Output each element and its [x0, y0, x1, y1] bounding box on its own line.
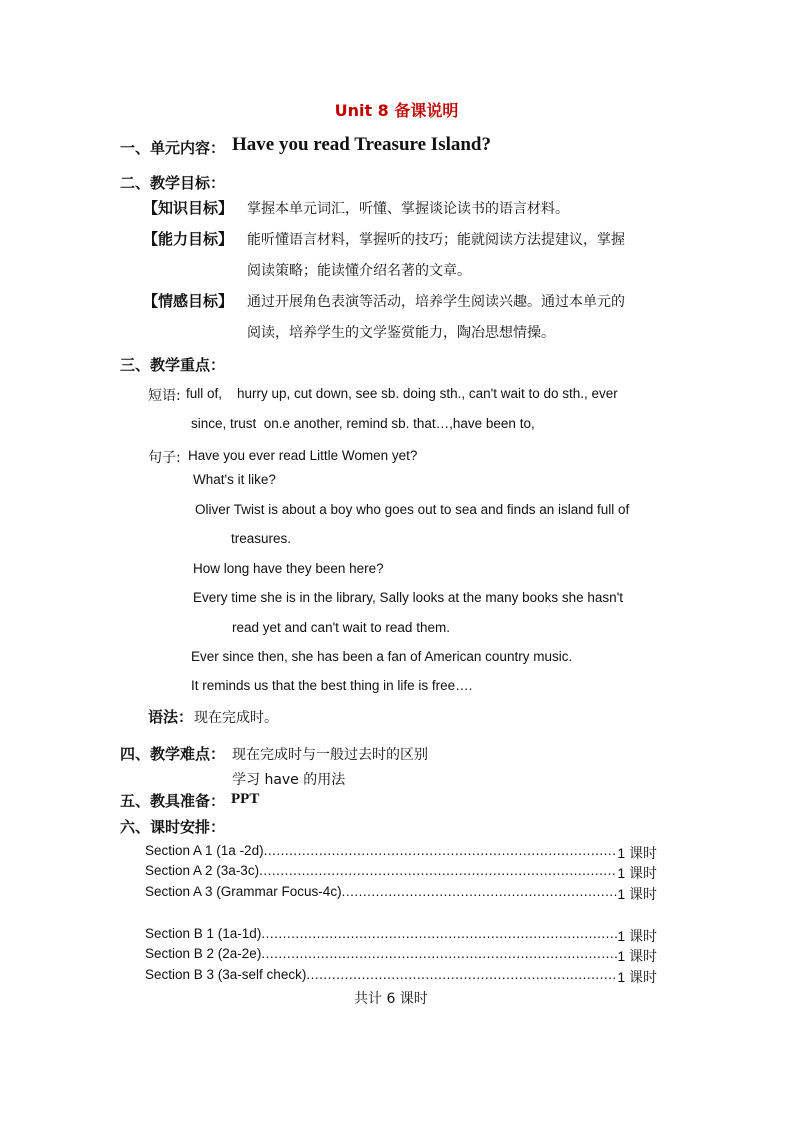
ability-goal-line2: 阅读策略；能读懂介绍名著的文章。	[247, 263, 471, 279]
knowledge-goal-text: 掌握本单元词汇，听懂、掌握谈论读书的语言材料。	[247, 201, 569, 217]
schedule-row	[145, 884, 657, 904]
schedule-row	[145, 843, 657, 863]
ability-goal-line1: 能听懂语言材料，掌握听的技巧；能就阅读方法提建议，掌握	[247, 232, 625, 248]
schedule-section-name: Section B 1 (1a-1d)	[145, 926, 262, 941]
sentence-item: It reminds us that the best thing in life is free….	[191, 678, 473, 693]
materials-label: 五、教具准备：	[120, 792, 226, 810]
knowledge-goal-tag: 【知识目标】	[143, 199, 234, 217]
sentence-item: read yet and can't wait to read them.	[232, 620, 450, 635]
grammar-text: 现在完成时。	[194, 710, 278, 726]
difficulties-label: 四、教学难点：	[120, 745, 226, 763]
emotion-goal-line2: 阅读，培养学生的文学鉴赏能力，陶冶思想情操。	[247, 325, 555, 341]
dot-leader	[342, 884, 618, 904]
schedule-section-name: Section A 2 (3a-3c)	[145, 863, 260, 878]
materials-value: PPT	[231, 791, 260, 807]
schedule-section-name: Section A 3 (Grammar Focus-4c)	[145, 884, 342, 899]
schedule-hours: 1 课时	[617, 969, 657, 985]
schedule-hours: 1 课时	[617, 886, 657, 902]
schedule-section-name: Section B 2 (2a-2e)	[145, 946, 262, 961]
schedule-section-name: Section A 1 (1a -2d)	[145, 843, 264, 858]
dot-leader	[261, 946, 617, 966]
emotion-goal-tag: 【情感目标】	[143, 292, 234, 310]
sentence-item: What's it like?	[193, 472, 276, 487]
dot-leader	[264, 843, 618, 863]
sentences-label: 句子:	[148, 450, 181, 466]
schedule-row	[145, 967, 657, 987]
phrases-line1: full of, hurry up, cut down, see sb. doing sth., can't wait to do sth., ever	[186, 386, 618, 401]
sentence-item: Oliver Twist is about a boy who goes out to sea and finds an island full of	[195, 502, 630, 517]
phrases-line2: since, trust on.e another, remind sb. that…,have been to,	[191, 416, 535, 431]
sentence-item: treasures.	[231, 531, 292, 546]
schedule-hours: 1 课时	[617, 948, 657, 964]
document-title: Unit 8 备课说明	[334, 101, 459, 120]
dot-leader	[261, 926, 617, 946]
dot-leader	[306, 967, 617, 987]
unit-content-value: Have you read Treasure Island?	[232, 134, 491, 155]
schedule-hours: 1 课时	[617, 928, 657, 944]
schedule-total: 共计 6 课时	[354, 991, 428, 1007]
unit-content-label: 一、单元内容：	[120, 139, 226, 157]
emotion-goal-line1: 通过开展角色表演等活动，培养学生阅读兴趣。通过本单元的	[247, 294, 625, 310]
teaching-goals-label: 二、教学目标：	[120, 174, 226, 192]
sentence-item: Every time she is in the library, Sally looks at the many books she hasn't	[193, 590, 624, 605]
sentence-item: Ever since then, she has been a fan of American country music.	[191, 649, 573, 664]
key-points-label: 三、教学重点：	[120, 356, 226, 374]
dot-leader	[259, 863, 617, 883]
difficulties-line1: 现在完成时与一般过去时的区别	[232, 747, 428, 763]
difficulties-line2: 学习 have 的用法	[232, 772, 346, 788]
schedule-row	[145, 926, 657, 946]
ability-goal-tag: 【能力目标】	[143, 230, 234, 248]
sentence-item: Have you ever read Little Women yet?	[188, 448, 418, 463]
schedule-label: 六、课时安排：	[120, 818, 226, 836]
sentence-item: How long have they been here?	[193, 561, 384, 576]
schedule-hours: 1 课时	[617, 845, 657, 861]
schedule-hours: 1 课时	[617, 865, 657, 881]
phrases-label: 短语:	[148, 388, 181, 404]
grammar-label: 语法：	[148, 708, 194, 726]
schedule-row	[145, 946, 657, 966]
schedule-section-name: Section B 3 (3a-self check)	[145, 967, 307, 982]
schedule-row	[145, 863, 657, 883]
